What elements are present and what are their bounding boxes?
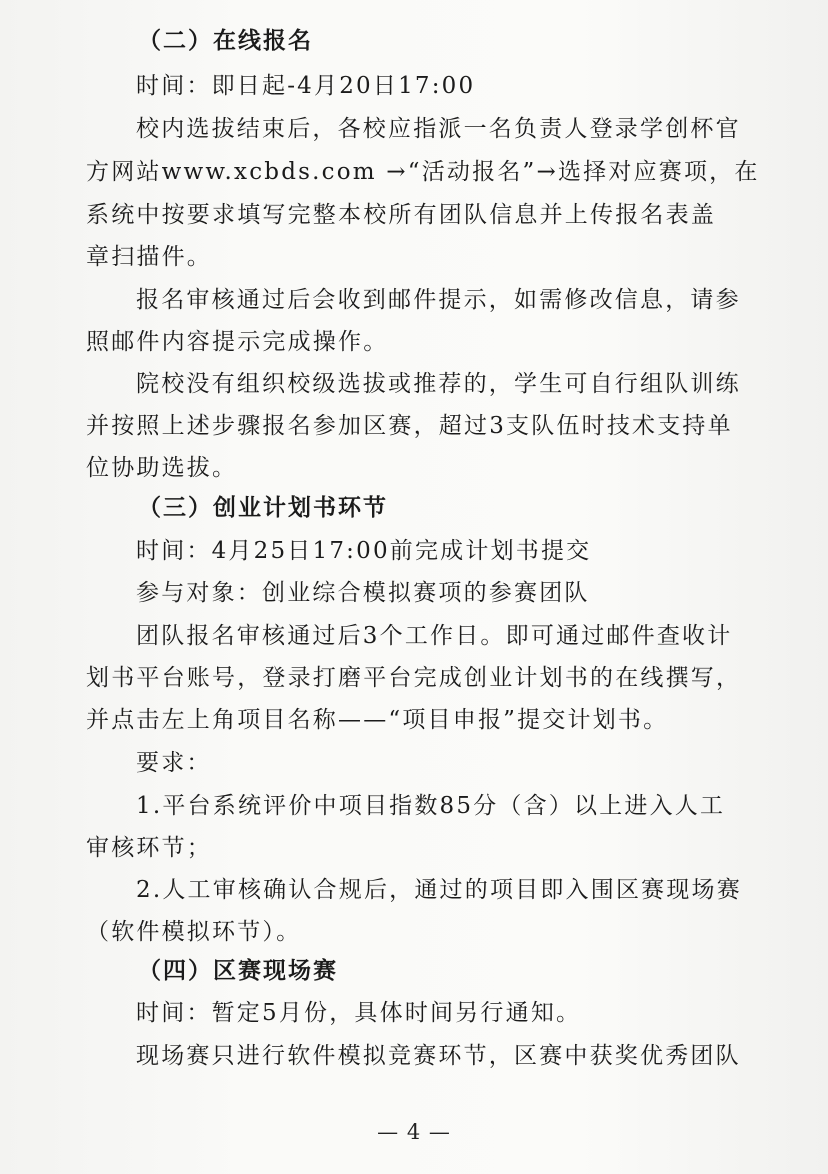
requirements-label: 要求： [136,750,212,776]
paragraph-line: 报名审核通过后会收到邮件提示，如需修改信息，请参 [136,287,741,313]
requirement-item: （软件模拟环节）。 [86,919,302,945]
requirement-item: 1.平台系统评价中项目指数85分（含）以上进入人工 [136,793,726,819]
page-number: — 4 — [377,1120,451,1144]
paragraph-line: 照邮件内容提示完成操作。 [86,329,389,355]
paragraph-line: 校内选拔结束后，各校应指派一名负责人登录学创杯官 [136,116,741,142]
paragraph-line: 现场赛只进行软件模拟竞赛环节，区赛中获奖优秀团队 [136,1043,741,1069]
paragraph-line: 划书平台账号，登录打磨平台完成创业计划书的在线撰写， [86,665,742,691]
section-heading-online-registration: （二）在线报名 [138,28,313,54]
onsite-time: 时间：暂定5月份，具体时间另行通知。 [136,1000,582,1026]
requirement-item: 2.人工审核确认合规后，通过的项目即入围区赛现场赛 [136,877,742,903]
paragraph-line: 系统中按要求填写完整本校所有团队信息并上传报名表盖 [86,202,716,228]
paragraph-line: 并点击左上角项目名称——“项目申报”提交计划书。 [86,707,669,733]
business-plan-time: 时间：4月25日17:00前完成计划书提交 [136,538,592,564]
section-heading-business-plan: （三）创业计划书环节 [138,495,388,521]
business-plan-target: 参与对象：创业综合模拟赛项的参赛团队 [136,580,590,606]
paragraph-line: 位协助选拔。 [86,455,238,481]
paragraph-line: 方网站www.xcbds.com →“活动报名”→选择对应赛项，在 [86,159,760,185]
paragraph-line: 并按照上述步骤报名参加区赛，超过3支队伍时技术支持单 [86,413,733,439]
section-heading-onsite-competition: （四）区赛现场赛 [138,958,338,984]
paragraph-line: 团队报名审核通过后3个工作日。即可通过邮件查收计 [136,623,733,649]
registration-time: 时间：即日起-4月20日17:00 [136,73,476,99]
paragraph-line: 章扫描件。 [86,244,212,270]
requirement-item: 审核环节； [86,835,212,861]
paragraph-line: 院校没有组织校级选拔或推荐的，学生可自行组队训练 [136,371,741,397]
